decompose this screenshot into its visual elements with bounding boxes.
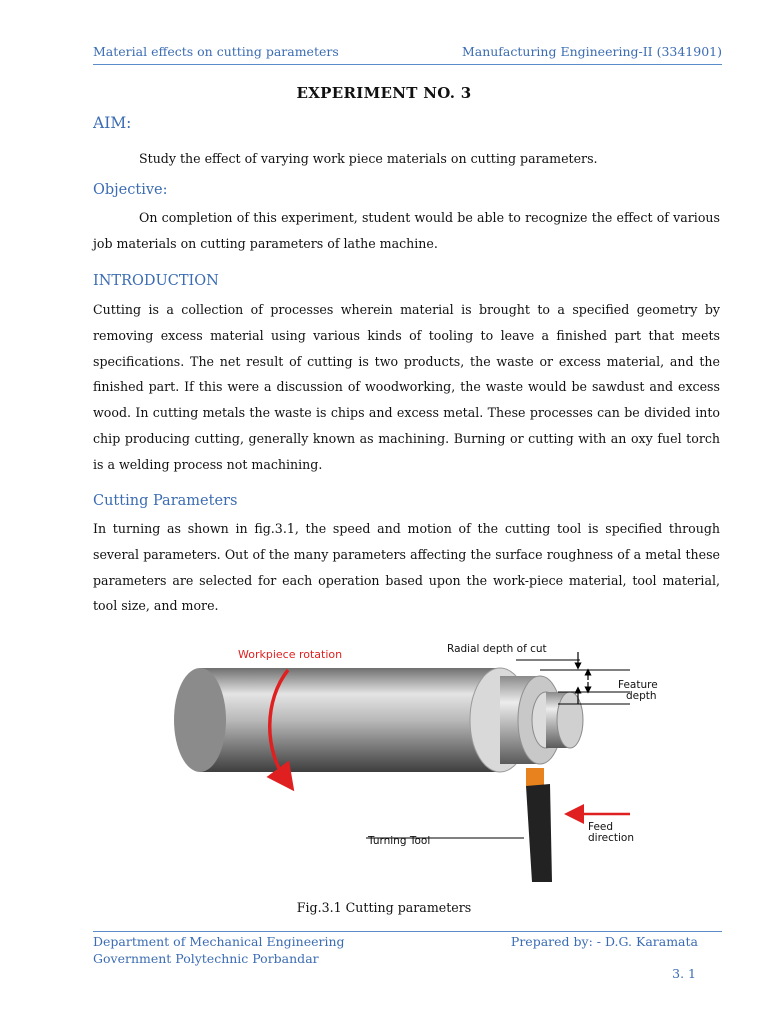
aim-text: Study the effect of varying work piece materials on cutting parameters. [139,151,598,166]
objective-heading: Objective: [93,182,168,198]
introduction-heading: INTRODUCTION [93,273,219,289]
page-title: EXPERIMENT NO. 3 [296,84,472,102]
introduction-text: Cutting is a collection of processes wherein material is brought to a specified geometry by removing excess material using various kinds of tooling to leave a finished part that meets specifications. The net result of cutting is two products, the waste or excess material, and the finished part. If this were a discussion of woodworking, the waste would be sawdust and excess wood. In cutting metals the waste is chips and excess metal. These processes can be divided into chip producing cutting, generally known as machining. Burning or cutting with an oxy fuel torch is a welding process not machining. [93,302,720,472]
objective-text: On completion of this experiment, student would be able to recognize the effect of various job materials on cutting parameters of lathe machine. [93,210,720,251]
page-number: 3. 1 [672,966,696,981]
aim-heading: AIM: [93,114,132,132]
cutting-parameters-text: In turning as shown in fig.3.1, the speed and motion of the cutting tool is specified through several parameters. Out of the many parameters affecting the surface roughness of a metal these parameters are selected for each operation based upon the work-piece material, tool material, tool size, and more. [93,521,720,614]
cutting-parameters-heading: Cutting Parameters [93,493,238,509]
radial-depth-label: Radial depth of cut [447,643,547,655]
footer-college: Government Polytechnic Porbandar [93,951,319,966]
turning-tool-label: Turning Tool [368,835,431,847]
footer-dept: Department of Mechanical Engineering [93,934,345,949]
workpiece [174,668,583,772]
feed-label-2: direction [588,832,635,844]
feature-label-1: Feature [618,679,658,691]
feature-label-2: depth [626,690,657,702]
footer-prepared: Prepared by: - D.G. Karamata [510,934,698,949]
turning-tool [526,768,552,882]
page-footer [93,931,722,966]
header-right: Manufacturing Engineering-II (3341901) [461,44,722,59]
figure-caption: Fig.3.1 Cutting parameters [296,900,472,915]
header-left: Material effects on cutting parameters [93,44,339,59]
rotation-label: Workpiece rotation [238,648,343,661]
turning-figure [160,630,680,886]
page-header [93,42,722,65]
feed-label-1: Feed [588,821,614,833]
